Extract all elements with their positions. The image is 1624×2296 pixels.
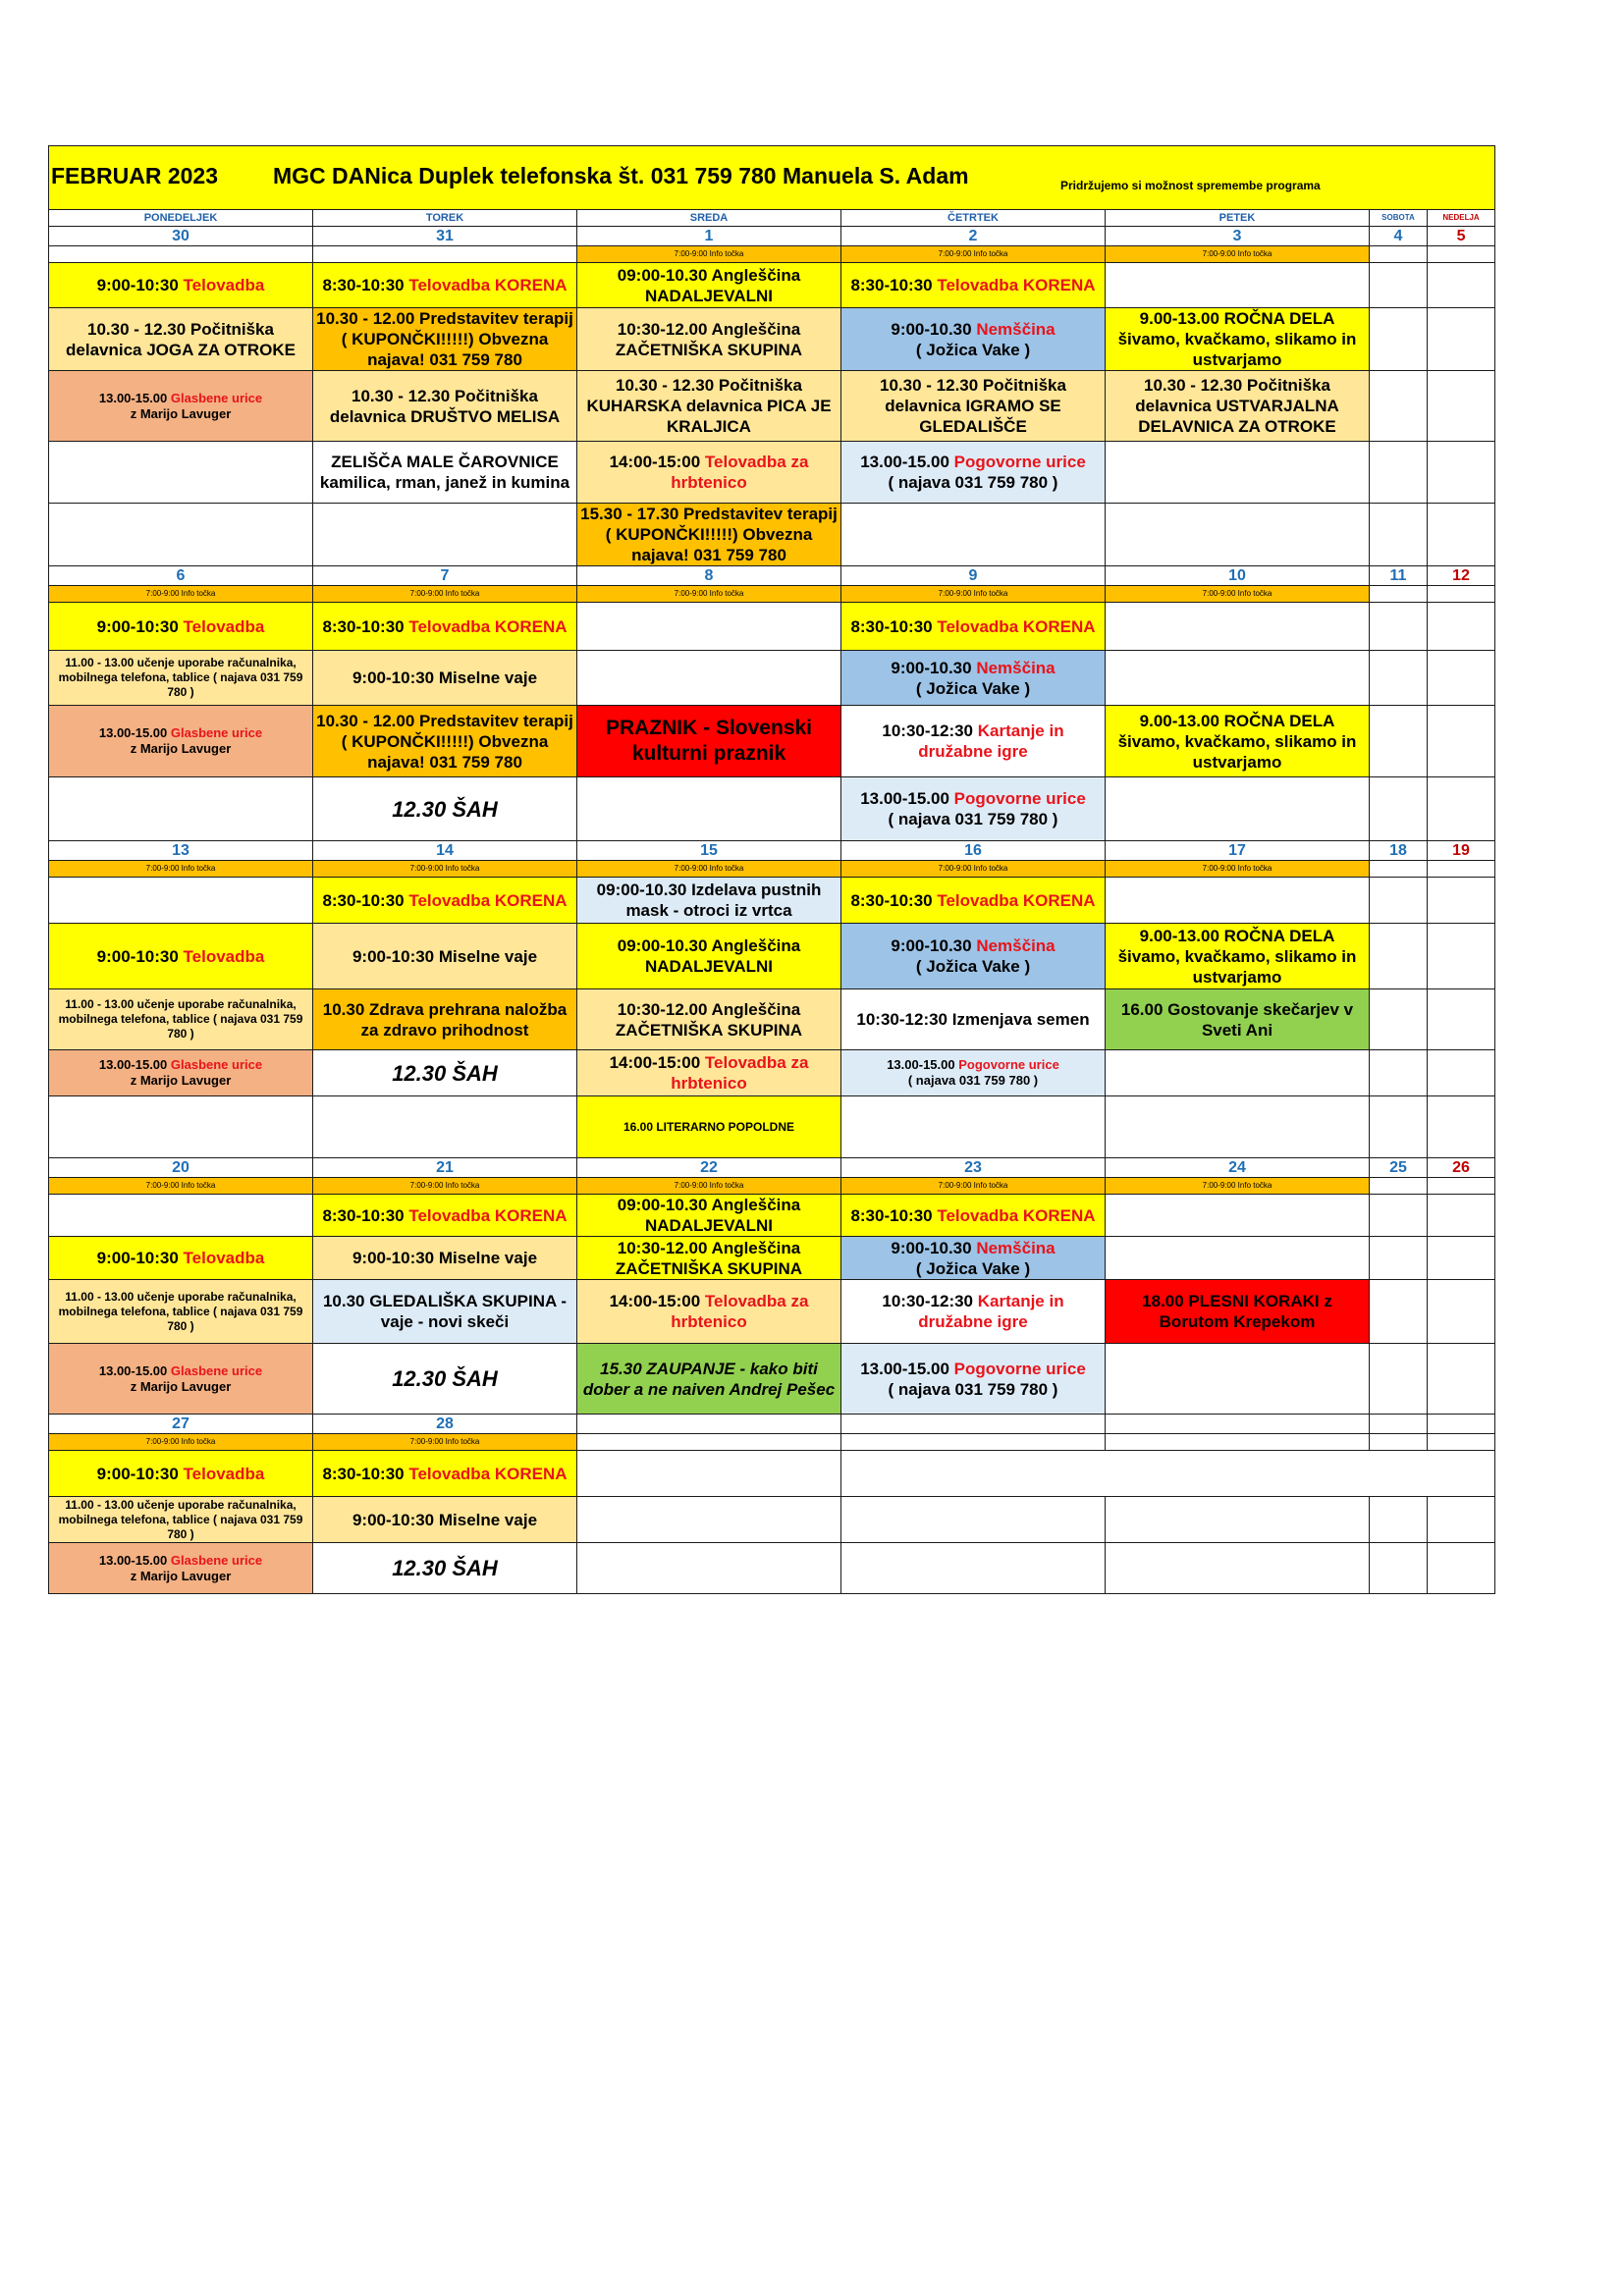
empty-cell [841, 504, 1106, 566]
empty-cell [577, 1451, 841, 1497]
event-cell: 9.00-13.00 ROČNA DELA šivamo, kvačkamo, slikamo in ustvarjamo [1106, 308, 1370, 371]
empty-cell [577, 1543, 841, 1594]
empty-cell [1428, 442, 1495, 504]
event-cell: 11.00 - 13.00 učenje uporabe računalnika, mobilnega telefona, tablice ( najava 031 759 780 ) [49, 1497, 313, 1543]
date-cell: 18 [1370, 841, 1428, 861]
event-cell: 9.00-13.00 ROČNA DELA šivamo, kvačkamo, slikamo in ustvarjamo [1106, 706, 1370, 777]
week1-info [49, 246, 1495, 263]
empty-cell [1370, 1434, 1428, 1451]
chess-cell: 12.30 ŠAH [313, 1050, 577, 1096]
week3-row4 [49, 1050, 1495, 1096]
empty-cell [1428, 989, 1495, 1050]
event-cell: 13.00-15.00 Pogovorne urice ( najava 031 759 780 ) [841, 777, 1106, 841]
empty-cell [1428, 603, 1495, 651]
date-cell: 22 [577, 1158, 841, 1178]
empty-cell [1428, 651, 1495, 706]
date-cell: 26 [1428, 1158, 1495, 1178]
info-point: 7:00-9:00 Info točka [1106, 1178, 1370, 1195]
chess-cell: 12.30 ŠAH [313, 777, 577, 841]
empty-cell [49, 246, 313, 263]
empty-cell [1428, 1096, 1495, 1158]
chess-cell: 12.30 ŠAH [313, 1543, 577, 1594]
title-bar [49, 146, 1495, 210]
program-note: Pridržujemo si možnost spremembe programa [1060, 179, 1321, 192]
event-cell: 09:00-10.30 Izdelava pustnih mask - otroci iz vrtca [577, 878, 841, 924]
event-cell: 13.00-15.00 Glasbene urice z Marijo Lavuger [49, 1344, 313, 1415]
empty-cell [1428, 1237, 1495, 1280]
event-cell: 15.30 ZAUPANJE - kako biti dober a ne naiven Andrej Pešec [577, 1344, 841, 1415]
empty-cell [313, 1096, 577, 1158]
event-cell: 13.00-15.00 Pogovorne urice ( najava 031 759 780 ) [841, 1344, 1106, 1415]
empty-cell [49, 1195, 313, 1237]
empty-cell [1428, 1434, 1495, 1451]
date-cell: 6 [49, 566, 313, 586]
event-cell: 10:30-12:30 Kartanje in družabne igre [841, 1280, 1106, 1344]
empty-cell [841, 1096, 1106, 1158]
event-cell: 9:00-10.30 Nemščina ( Jožica Vake ) [841, 651, 1106, 706]
empty-cell [1106, 263, 1370, 308]
date-cell: 4 [1370, 227, 1428, 246]
event-cell: 9:00-10:30 Telovadba [49, 1237, 313, 1280]
empty-cell [1428, 706, 1495, 777]
week5-info [49, 1434, 1495, 1451]
week4-info [49, 1178, 1495, 1195]
empty-cell [1106, 1195, 1370, 1237]
info-point: 7:00-9:00 Info točka [313, 586, 577, 603]
date-cell: 20 [49, 1158, 313, 1178]
event-cell: 10:30-12:30 Kartanje in družabne igre [841, 706, 1106, 777]
empty-cell [49, 504, 313, 566]
empty-cell [1370, 371, 1428, 442]
empty-cell [49, 1096, 313, 1158]
week2-dates [49, 566, 1495, 586]
info-point: 7:00-9:00 Info točka [1106, 246, 1370, 263]
date-cell: 3 [1106, 227, 1370, 246]
info-point: 7:00-9:00 Info točka [577, 246, 841, 263]
empty-cell [1106, 1543, 1370, 1594]
event-cell: 13.00-15.00 Glasbene urice z Marijo Lavuger [49, 1050, 313, 1096]
empty-cell [577, 603, 841, 651]
empty-cell [1428, 371, 1495, 442]
empty-cell [1428, 878, 1495, 924]
event-cell: ZELIŠČA MALE ČAROVNICE kamilica, rman, janež in kumina [313, 442, 577, 504]
empty-cell [1428, 263, 1495, 308]
info-point: 7:00-9:00 Info točka [313, 1178, 577, 1195]
event-cell: 9:00-10:30 Telovadba [49, 1451, 313, 1497]
empty-cell [1106, 878, 1370, 924]
week2-row4 [49, 777, 1495, 841]
empty-cell [1370, 308, 1428, 371]
date-cell: 13 [49, 841, 313, 861]
info-point: 7:00-9:00 Info točka [313, 1434, 577, 1451]
empty-cell [1370, 1237, 1428, 1280]
week1-row1 [49, 263, 1495, 308]
event-cell: 8:30-10:30 Telovadba KORENA [313, 603, 577, 651]
empty-cell [1370, 989, 1428, 1050]
event-cell: 8:30-10:30 Telovadba KORENA [841, 1195, 1106, 1237]
event-cell: 8:30-10:30 Telovadba KORENA [313, 1195, 577, 1237]
empty-cell [49, 442, 313, 504]
event-cell: 9:00-10:30 Miselne vaje [313, 651, 577, 706]
week3-dates [49, 841, 1495, 861]
day-monday: PONEDELJEK [49, 210, 313, 227]
week2-info [49, 586, 1495, 603]
info-point: 7:00-9:00 Info točka [49, 586, 313, 603]
event-cell: 16.00 Gostovanje skečarjev v Sveti Ani [1106, 989, 1370, 1050]
event-cell: 16.00 LITERARNO POPOLDNE [577, 1096, 841, 1158]
empty-cell [1370, 442, 1428, 504]
empty-cell [1370, 651, 1428, 706]
date-cell: 25 [1370, 1158, 1428, 1178]
event-cell: 8:30-10:30 Telovadba KORENA [841, 878, 1106, 924]
week2-row3 [49, 706, 1495, 777]
event-cell: 10.30 Zdrava prehrana naložba za zdravo prihodnost [313, 989, 577, 1050]
event-cell: 15.30 - 17.30 Predstavitev terapij ( KUPONČKI!!!!!) Obvezna najava! 031 759 780 [577, 504, 841, 566]
empty-cell [1106, 442, 1370, 504]
date-cell: 16 [841, 841, 1106, 861]
empty-cell [841, 1434, 1106, 1451]
empty-cell [1428, 308, 1495, 371]
empty-cell [1370, 1178, 1428, 1195]
empty-cell [1370, 1415, 1428, 1434]
week3-row1 [49, 878, 1495, 924]
info-point: 7:00-9:00 Info točka [49, 1434, 313, 1451]
date-cell: 28 [313, 1415, 577, 1434]
event-cell: 10.30 - 12.00 Predstavitev terapij ( KUPONČKI!!!!!) Obvezna najava! 031 759 780 [313, 308, 577, 371]
empty-cell [1106, 1415, 1370, 1434]
event-cell: 09:00-10.30 Angleščina NADALJEVALNI [577, 924, 841, 989]
schedule-table [48, 145, 1495, 1594]
week4-row1 [49, 1195, 1495, 1237]
empty-cell [577, 651, 841, 706]
week4-dates [49, 1158, 1495, 1178]
event-cell: 8:30-10:30 Telovadba KORENA [313, 263, 577, 308]
empty-cell [49, 878, 313, 924]
empty-cell [1106, 1096, 1370, 1158]
empty-cell [1428, 504, 1495, 566]
empty-cell [841, 1543, 1106, 1594]
week1-dates [49, 227, 1495, 246]
event-cell: 9:00-10.30 Nemščina ( Jožica Vake ) [841, 308, 1106, 371]
date-cell: 23 [841, 1158, 1106, 1178]
date-cell: 10 [1106, 566, 1370, 586]
empty-cell [1370, 924, 1428, 989]
empty-cell [1370, 1543, 1428, 1594]
empty-cell [1370, 1195, 1428, 1237]
day-header-row [49, 210, 1495, 227]
day-saturday: SOBOTA [1370, 210, 1428, 227]
event-cell: 8:30-10:30 Telovadba KORENA [841, 603, 1106, 651]
event-cell: 8:30-10:30 Telovadba KORENA [313, 1451, 577, 1497]
event-cell: 10.30 - 12.30 Počitniška delavnica JOGA ZA OTROKE [49, 308, 313, 371]
event-cell: 10:30-12.00 Angleščina ZAČETNIŠKA SKUPINA [577, 989, 841, 1050]
info-point: 7:00-9:00 Info točka [49, 1178, 313, 1195]
week1-row5 [49, 504, 1495, 566]
event-cell: 9:00-10.30 Nemščina ( Jožica Vake ) [841, 1237, 1106, 1280]
info-point: 7:00-9:00 Info točka [1106, 586, 1370, 603]
empty-cell [1370, 1096, 1428, 1158]
date-cell: 2 [841, 227, 1106, 246]
week3-row5 [49, 1096, 1495, 1158]
event-cell: 9:00-10:30 Telovadba [49, 924, 313, 989]
empty-cell [1106, 1497, 1370, 1543]
empty-cell [1370, 777, 1428, 841]
event-cell: 9:00-10:30 Miselne vaje [313, 1497, 577, 1543]
day-friday: PETEK [1106, 210, 1370, 227]
week5-row3 [49, 1543, 1495, 1594]
empty-cell [1428, 1050, 1495, 1096]
date-cell: 1 [577, 227, 841, 246]
info-point: 7:00-9:00 Info točka [577, 1178, 841, 1195]
date-cell: 5 [1428, 227, 1495, 246]
event-cell: 9.00-13.00 ROČNA DELA šivamo, kvačkamo, slikamo in ustvarjamo [1106, 924, 1370, 989]
center-title: MGC DANica Duplek telefonska št. 031 759 780 Manuela S. Adam [273, 163, 969, 188]
week3-row3 [49, 989, 1495, 1050]
empty-cell [1428, 246, 1495, 263]
day-thursday: ČETRTEK [841, 210, 1106, 227]
info-point: 7:00-9:00 Info točka [577, 586, 841, 603]
event-cell: 14:00-15:00 Telovadba za hrbtenico [577, 1280, 841, 1344]
event-cell: 11.00 - 13.00 učenje uporabe računalnika, mobilnega telefona, tablice ( najava 031 759 780 ) [49, 989, 313, 1050]
week1-row2 [49, 308, 1495, 371]
empty-cell [1370, 878, 1428, 924]
event-cell: 9:00-10.30 Nemščina ( Jožica Vake ) [841, 924, 1106, 989]
empty-cell [1370, 246, 1428, 263]
empty-cell [1370, 1050, 1428, 1096]
week5-row2 [49, 1497, 1495, 1543]
empty-cell [1428, 1178, 1495, 1195]
empty-cell [49, 777, 313, 841]
event-cell: 10.30 - 12.30 Počitniška delavnica DRUŠTVO MELISA [313, 371, 577, 442]
empty-cell [1106, 504, 1370, 566]
empty-cell [313, 504, 577, 566]
event-cell: 10:30-12.00 Angleščina ZAČETNIŠKA SKUPINA [577, 1237, 841, 1280]
empty-cell [1106, 651, 1370, 706]
empty-cell [1428, 1280, 1495, 1344]
day-wednesday: SREDA [577, 210, 841, 227]
empty-cell [1428, 586, 1495, 603]
week3-row2 [49, 924, 1495, 989]
info-point: 7:00-9:00 Info točka [841, 1178, 1106, 1195]
week5-row1 [49, 1451, 1495, 1497]
empty-cell [841, 1451, 1495, 1497]
empty-cell [841, 1415, 1106, 1434]
event-cell: 13.00-15.00 Glasbene urice z Marijo Lavuger [49, 1543, 313, 1594]
date-cell: 30 [49, 227, 313, 246]
day-sunday: NEDELJA [1428, 210, 1495, 227]
empty-cell [1428, 861, 1495, 878]
week4-row3 [49, 1280, 1495, 1344]
event-cell: 09:00-10.30 Angleščina NADALJEVALNI [577, 1195, 841, 1237]
week2-row1 [49, 603, 1495, 651]
event-cell: 9:00-10:30 Miselne vaje [313, 924, 577, 989]
empty-cell [1106, 1050, 1370, 1096]
empty-cell [1428, 1543, 1495, 1594]
empty-cell [1428, 1497, 1495, 1543]
event-cell: 10:30-12.00 Angleščina ZAČETNIŠKA SKUPINA [577, 308, 841, 371]
week2-row2 [49, 651, 1495, 706]
date-cell: 15 [577, 841, 841, 861]
holiday-cell: PRAZNIK - Slovenski kulturni praznik [577, 706, 841, 777]
empty-cell [1370, 1280, 1428, 1344]
date-cell: 19 [1428, 841, 1495, 861]
date-cell: 27 [49, 1415, 313, 1434]
day-tuesday: TOREK [313, 210, 577, 227]
event-cell: 14:00-15:00 Telovadba za hrbtenico [577, 442, 841, 504]
chess-cell: 12.30 ŠAH [313, 1344, 577, 1415]
info-point: 7:00-9:00 Info točka [1106, 861, 1370, 878]
empty-cell [841, 1497, 1106, 1543]
info-point: 7:00-9:00 Info točka [841, 586, 1106, 603]
info-point: 7:00-9:00 Info točka [313, 861, 577, 878]
event-cell: 11.00 - 13.00 učenje uporabe računalnika, mobilnega telefona, tablice ( najava 031 759 780 ) [49, 651, 313, 706]
date-cell: 31 [313, 227, 577, 246]
empty-cell [1370, 706, 1428, 777]
date-cell: 24 [1106, 1158, 1370, 1178]
event-cell: 13.00-15.00 Pogovorne urice ( najava 031 759 780 ) [841, 1050, 1106, 1096]
empty-cell [1106, 777, 1370, 841]
event-cell: 09:00-10.30 Angleščina NADALJEVALNI [577, 263, 841, 308]
empty-cell [1428, 1344, 1495, 1415]
info-point: 7:00-9:00 Info točka [841, 861, 1106, 878]
event-cell: 10.30 - 12.30 Počitniška KUHARSKA delavnica PICA JE KRALJICA [577, 371, 841, 442]
week1-row3 [49, 371, 1495, 442]
empty-cell [577, 1497, 841, 1543]
event-cell: 9:00-10:30 Telovadba [49, 263, 313, 308]
empty-cell [1370, 586, 1428, 603]
date-cell: 14 [313, 841, 577, 861]
week4-row2 [49, 1237, 1495, 1280]
empty-cell [1428, 777, 1495, 841]
event-cell: 8:30-10:30 Telovadba KORENA [313, 878, 577, 924]
week4-row4 [49, 1344, 1495, 1415]
empty-cell [1428, 1415, 1495, 1434]
date-cell: 7 [313, 566, 577, 586]
empty-cell [1106, 1344, 1370, 1415]
event-cell: 8:30-10:30 Telovadba KORENA [841, 263, 1106, 308]
date-cell: 12 [1428, 566, 1495, 586]
info-point: 7:00-9:00 Info točka [841, 246, 1106, 263]
empty-cell [1370, 263, 1428, 308]
empty-cell [577, 777, 841, 841]
date-cell: 17 [1106, 841, 1370, 861]
event-cell: 9:00-10:30 Miselne vaje [313, 1237, 577, 1280]
week5-dates [49, 1415, 1495, 1434]
empty-cell [1106, 1237, 1370, 1280]
event-cell: 11.00 - 13.00 učenje uporabe računalnika, mobilnega telefona, tablice ( najava 031 759 780 ) [49, 1280, 313, 1344]
event-cell: 10.30 - 12.00 Predstavitev terapij ( KUPONČKI!!!!!) Obvezna najava! 031 759 780 [313, 706, 577, 777]
empty-cell [1370, 504, 1428, 566]
date-cell: 21 [313, 1158, 577, 1178]
empty-cell [1370, 861, 1428, 878]
empty-cell [1370, 1344, 1428, 1415]
month-title: FEBRUAR 2023 [51, 163, 218, 188]
info-point: 7:00-9:00 Info točka [49, 861, 313, 878]
info-point: 7:00-9:00 Info točka [577, 861, 841, 878]
week3-info [49, 861, 1495, 878]
schedule-sheet [48, 145, 1494, 1594]
empty-cell [577, 1434, 841, 1451]
empty-cell [1428, 924, 1495, 989]
event-cell: 18.00 PLESNI KORAKI z Borutom Krepekom [1106, 1280, 1370, 1344]
empty-cell [1428, 1195, 1495, 1237]
event-cell: 10.30 - 12.30 Počitniška delavnica IGRAMO SE GLEDALIŠČE [841, 371, 1106, 442]
empty-cell [1106, 603, 1370, 651]
event-cell: 10:30-12:30 Izmenjava semen [841, 989, 1106, 1050]
date-cell: 8 [577, 566, 841, 586]
event-cell: 13.00-15.00 Glasbene urice z Marijo Lavuger [49, 706, 313, 777]
event-cell: 13.00-15.00 Glasbene urice z Marijo Lavuger [49, 371, 313, 442]
event-cell: 13.00-15.00 Pogovorne urice ( najava 031 759 780 ) [841, 442, 1106, 504]
date-cell: 11 [1370, 566, 1428, 586]
event-cell: 10.30 GLEDALIŠKA SKUPINA - vaje - novi skeči [313, 1280, 577, 1344]
empty-cell [577, 1415, 841, 1434]
week1-row4 [49, 442, 1495, 504]
event-cell: 10.30 - 12.30 Počitniška delavnica USTVARJALNA DELAVNICA ZA OTROKE [1106, 371, 1370, 442]
event-cell: 14:00-15:00 Telovadba za hrbtenico [577, 1050, 841, 1096]
event-cell: 9:00-10:30 Telovadba [49, 603, 313, 651]
empty-cell [1370, 1497, 1428, 1543]
date-cell: 9 [841, 566, 1106, 586]
empty-cell [1106, 1434, 1370, 1451]
empty-cell [1370, 603, 1428, 651]
empty-cell [313, 246, 577, 263]
